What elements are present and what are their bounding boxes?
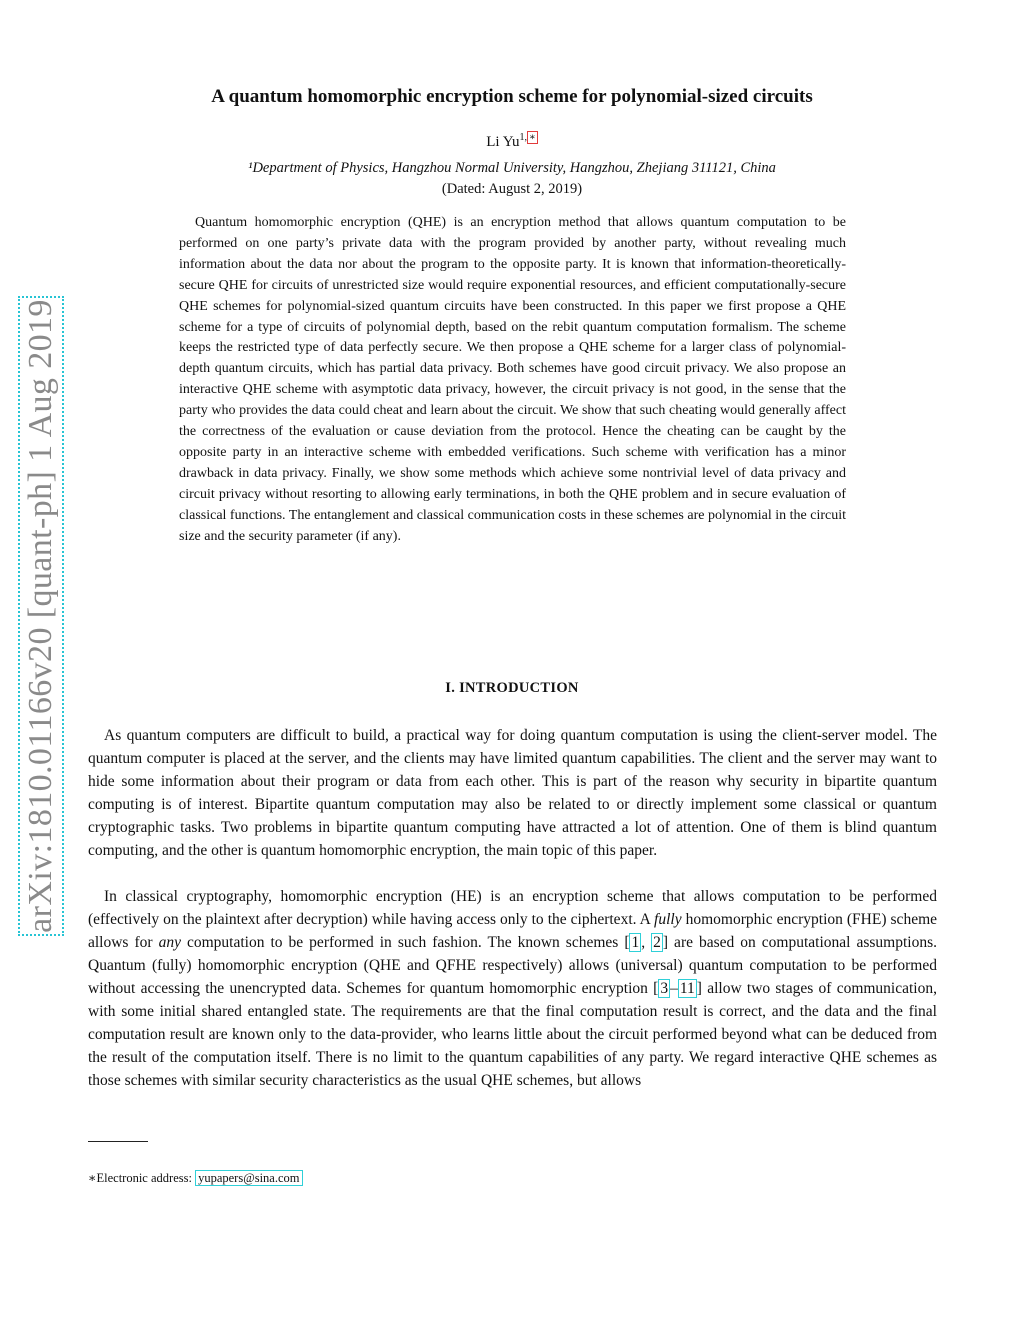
arxiv-identifier-text: arXiv:1810.01166v20 [quant-ph] 1 Aug 2019 [22,299,59,933]
p2-emph-fully: fully [654,910,682,928]
footnote [88,1170,303,1186]
citation-link-3[interactable]: 3 [660,979,669,997]
author-line [0,132,1024,151]
citation-link-2[interactable]: 2 [653,933,661,951]
p2-text-d: are based on computational assumptions. Quantum (fully) homomorphic encryption (QHE and QFHE respectively) allows (universal) quantum computation to be performed without accessing the unencrypted data. Schemes for quantum homomorphic encryption [88,933,938,997]
date-line: (Dated: August 2, 2019) [441,181,583,197]
intro-paragraph-1: As quantum computers are difficult to build, a practical way for doing quantum computation is using the client-server model. The quantum computer is placed at the server, and the clients may have limited quantum capabilities. The client and the server may want to hide some information about their program or data from each other. This is part of the reason why security in bipartite quantum computing is of interest. Bipartite quantum computation may also be related to or directly implement some classical or quantum cryptographic tasks. Two problems in bipartite quantum computing have attracted a lot of attention. One of them is blind quantum computing, and the other is quantum homomorphic encryption, the main topic of this paper. [88,727,937,859]
p2-text-e: allow two stages of communication, with some initial shared entangled state. The requirements are that the final computation result is correct, and the data and the final computation result are known only to the data-provider, who learns little about the circuit performed beyond what can be deduced from the result of the computation itself. There is no limit to the quantum capabilities of any party. We regard interactive QHE schemes as those schemes with similar security characteristics as the usual QHE schemes, but allows [88,979,937,1089]
intro-paragraph-2: In classical cryptography, homomorphic encryption (HE) is an encryption scheme that allows computation to be performed (effectively on the plaintext after decryption) while having access only to the ciphertext. A fully homomorphic encryption (FHE) scheme allows for any computation to be performed in such fashion. The known schemes [ 1 , 2 ] are based on computational assumptions. Quantum (fully) homomorphic encryption (QHE and QFHE respectively) allows (universal) quantum computation to be performed without accessing the unencrypted data. Schemes for quantum homomorphic encryption [ 3 – 11 ] allow two stages of communication, with some initial shared entangled state. The requirements are that the final computation result is correct, and the data and the final computation result are known only to the data-provider, who learns little about the circuit performed beyond what can be deduced from the result of the computation itself. There is no limit to the quantum capabilities of any party. We regard interactive QHE schemes as those schemes with similar security characteristics as the usual QHE schemes, but allows [88,888,938,1089]
arxiv-identifier-stamp[interactable] [18,296,64,936]
citation-link-1[interactable]: 1 [631,933,640,951]
footnote-divider [88,1141,148,1142]
email-link[interactable]: yupapers@sina.com [195,1170,302,1186]
p2-text-a: In classical cryptography, homomorphic encryption (HE) is an encryption scheme that allows computation to be performed (effectively on the plaintext after decryption) while having access only to the ciphertext. A [88,888,937,928]
author-affiliation-sup: 1, [519,132,527,143]
p2-emph-any: any [158,933,181,951]
section-heading-introduction: I. INTRODUCTION [445,680,579,696]
abstract: Quantum homomorphic encryption (QHE) is an encryption method that allows quantum computation to be performed on one party’s private data with the program provided by another party, without revealing much information about the data nor about the program to the opposite party. It is known that information-theoretically-secure QHE for circuits of unrestricted size would require exponential resources, and efficient computationally-secure QHE schemes for polynomial-sized quantum circuits have been constructed. In this paper we first propose a QHE scheme for a type of circuits of polynomial depth, based on the rebit quantum computation formalism. The scheme keeps the restricted type of data perfectly secure. We then propose a QHE scheme for a larger class of polynomial-depth quantum circuits, which has partial data privacy. Both schemes have good circuit privacy. We also propose an interactive QHE scheme with asymptotic data privacy, however, the circuit privacy is not good, in the sense that the party who provides the data could cheat and learn about the circuit. We show that such cheating would generally affect the correctness of the evaluation or cause deviation from the protocol. Hence the cheating can be caught by the opposite party in an interactive scheme with embedded verifications. Such scheme with verification has a minor drawback in data privacy. Finally, we show some methods which achieve some nontrivial level of data privacy and circuit privacy without resorting to allowing early terminations, in both the QHE problem and in secure evaluation of classical functions. The entanglement and classical communication costs in these schemes are polynomial in the circuit size and the security parameter (if any). [179,215,846,544]
footnote-link[interactable]: ∗ [528,132,536,143]
footnote-label: ∗Electronic address: [88,1171,196,1185]
p2-text-b: homomorphic encryption (FHE) scheme allows for [88,910,938,951]
p2-text-c: computation to be performed in such fashion. The known schemes [180,933,625,951]
paper-title: A quantum homomorphic encryption scheme for polynomial-sized circuits [211,86,813,107]
citation-link-11[interactable]: 11 [679,979,695,997]
affiliation: ¹Department of Physics, Hangzhou Normal University, Hangzhou, Zhejiang 311121, China [248,160,776,176]
author-name: Li Yu [486,134,520,150]
